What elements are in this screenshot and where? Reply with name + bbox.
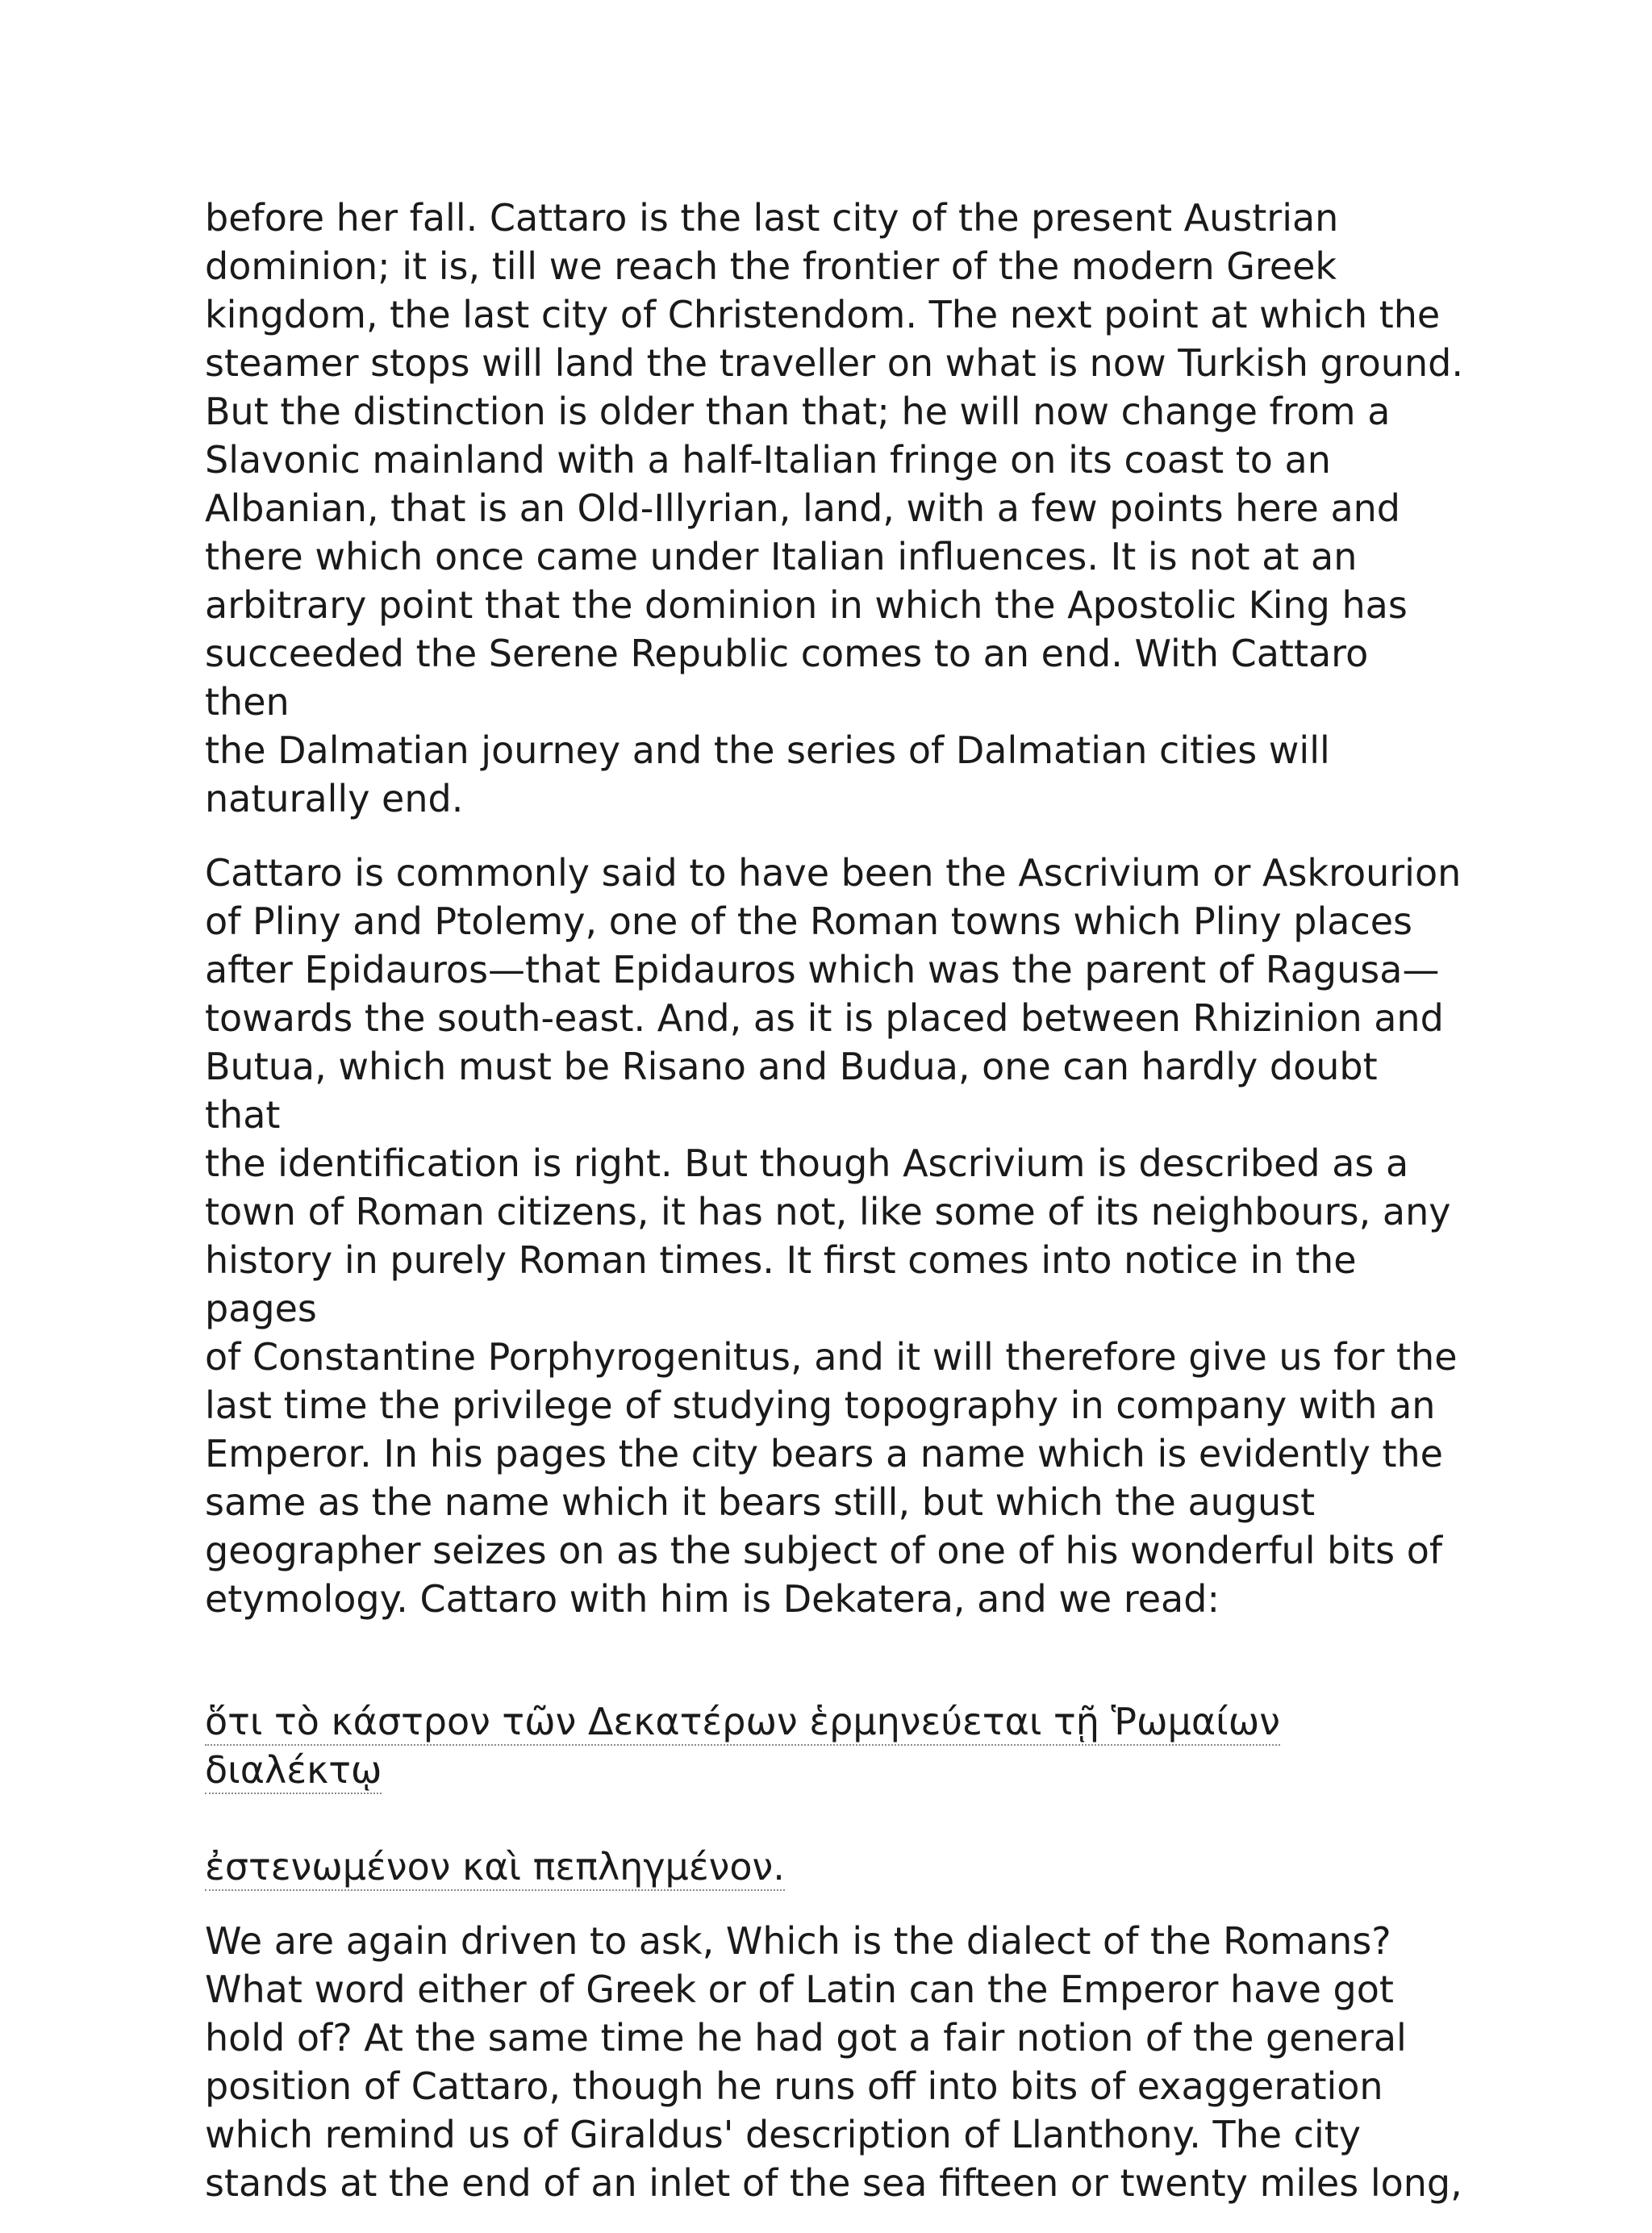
paragraph-3: We are again driven to ask, Which is the dialect of the Romans? What word either of Greek or of Latin can the Emperor have got hold of? At the same time he had got a fair notion of the general position of Cattaro, though he runs off into bits of exaggeration which remind us of Giraldus' description of Llanthony. The city stands at the end of an inlet of the sea fifteen or twenty miles long, xyxy=(205,1919,1462,2205)
greek-quote-line-2[interactable]: ἐστενωμένον καὶ πεπληγμένον. xyxy=(205,1845,785,1891)
paragraph-2: Cattaro is commonly said to have been the Ascrivium or Askrourion of Pliny and Ptolemy, one of the Roman towns which Pliny places after Epidauros—that Epidauros which was the parent of Ragusa— towards the south-east. And, as it is placed between Rhizinion and Butua, which must be Risano and Budua, one can hardly doubt that the identification is right. But though Ascrivium is described as a town of Roman citizens, it has not, like some of its neighbours, any history in purely Roman times. It first comes into notice in the pages of Constantine Porphyrogenitus, and it will therefore give us for the last time the privilege of studying topography in company with an Emperor. In his pages the city bears a name which is evidently the same as the name which it bears still, but which the august geographer seizes on as the subject of one of his wonderful bits of etymology. Cattaro with him is Dekatera, and we read: xyxy=(205,851,1462,1621)
greek-quotation[interactable] xyxy=(205,1649,1463,1891)
greek-quote-line-1[interactable]: ὅτι τὸ κάστρον τῶν Δεκατέρων ἑρμηνεύεται τῇ Ῥωμαίων διαλέκτῳ xyxy=(205,1700,1280,1794)
paragraph-1: before her fall. Cattaro is the last city of the present Austrian dominion; it is, till we reach the frontier of the modern Greek kingdom, the last city of Christendom. The next point at which the steamer stops will land the traveller on what is now Turkish ground. But the distinction is older than that; he will now change from a Slavonic mainland with a half-Italian fringe on its coast to an Albanian, that is an Old-Illyrian, land, with a few points here and there which once came under Italian influences. It is not at an arbitrary point that the dominion in which the Apostolic King has succeeded the Serene Republic comes to an end. With Cattaro then the Dalmatian journey and the series of Dalmatian cities will naturally end. xyxy=(205,196,1463,820)
page-text xyxy=(205,194,1463,2233)
